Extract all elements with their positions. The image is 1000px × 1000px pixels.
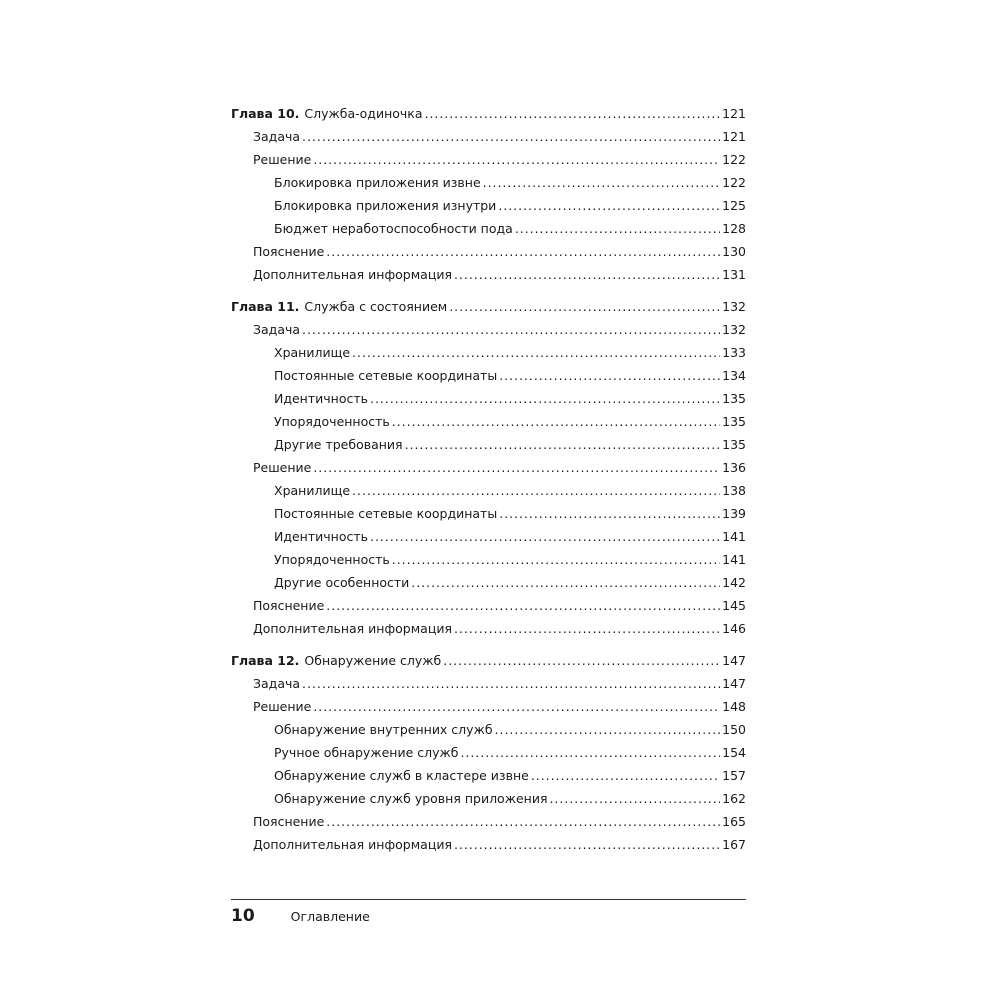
dot-leader [326,594,720,617]
dot-leader [392,548,720,571]
dot-leader [302,318,720,341]
toc-entry-title: Блокировка приложения изнутри [274,198,497,213]
toc-entry-title: Обнаружение служб уровня приложения [274,791,548,806]
toc-chapter-heading [231,649,746,672]
toc-entry [231,171,746,194]
toc-page-number: 128 [722,221,746,236]
dot-leader [515,217,720,240]
toc-chapter-number: Глава 11. [231,299,300,314]
toc-page-number: 141 [722,552,746,567]
dot-leader [454,833,720,856]
toc-entry [231,410,746,433]
toc-entry-title: Задача [253,322,301,337]
toc-entry-title: Хранилище [274,345,351,360]
toc-entry-title: Решение [253,699,312,714]
toc-entry-title: Служба-одиночка [304,106,423,121]
toc-entry-title: Служба с состоянием [304,299,448,314]
toc-entry [231,433,746,456]
toc-chapter [231,295,746,640]
toc-entry [231,810,746,833]
toc-entry [231,341,746,364]
toc-page-number: 133 [722,345,746,360]
toc-page-number: 145 [722,598,746,613]
toc-page-number: 148 [722,699,746,714]
toc-entry [231,594,746,617]
toc-page-number: 131 [722,267,746,282]
dot-leader [313,148,720,171]
toc-entry [231,695,746,718]
toc-page-number: 134 [722,368,746,383]
toc-entry [231,217,746,240]
toc-page-number: 135 [722,391,746,406]
toc-entry-title: Пояснение [253,814,325,829]
toc-entry [231,125,746,148]
toc-page-number: 130 [722,244,746,259]
toc-entry [231,318,746,341]
toc-entry-title: Постоянные сетевые координаты [274,368,498,383]
footer-page-number: 10 [231,906,255,926]
dot-leader [313,695,720,718]
toc-entry [231,617,746,640]
toc-entry [231,548,746,571]
toc-entry [231,741,746,764]
toc-page-number: 135 [722,437,746,452]
toc-page-number: 135 [722,414,746,429]
toc-entry-title: Идентичность [274,529,368,544]
dot-leader [549,787,720,810]
toc-chapter [231,102,746,286]
toc-entry [231,502,746,525]
toc-entry-title: Решение [253,460,312,475]
footer-running-title: Оглавление [290,909,370,924]
dot-leader [499,502,720,525]
toc-entry-title: Блокировка приложения извне [274,175,481,190]
dot-leader [454,617,720,640]
toc-page-number: 146 [722,621,746,636]
toc-entry-title: Обнаружение внутренних служб [274,722,493,737]
toc-entry [231,672,746,695]
toc-chapter-heading [231,295,746,318]
toc-page-number: 147 [722,676,746,691]
toc-page-number: 132 [722,322,746,337]
toc-entry-title: Пояснение [253,598,325,613]
toc-page-number: 141 [722,529,746,544]
toc-entry-title: Дополнительная информация [253,621,452,636]
toc-entry-title: Задача [253,676,301,691]
toc-entry [231,833,746,856]
toc-entry-title: Задача [253,129,301,144]
footer-divider [231,899,746,900]
toc-chapter [231,649,746,856]
toc-entry [231,263,746,286]
toc-entry-title: Обнаружение служб в кластере извне [274,768,529,783]
toc-page-number: 122 [722,175,746,190]
dot-leader [483,171,721,194]
toc-entry-title: Бюджет неработоспособности пода [274,221,513,236]
toc-entry-title: Хранилище [274,483,351,498]
dot-leader [411,571,720,594]
toc-page-number: 147 [722,653,746,668]
toc-chapter-number: Глава 12. [231,653,300,668]
dot-leader [454,263,720,286]
dot-leader [302,672,720,695]
dot-leader [352,341,720,364]
toc-page-number: 132 [722,299,746,314]
toc-entry-title: Идентичность [274,391,368,406]
dot-leader [443,649,720,672]
toc-entry [231,387,746,410]
toc-entry-title: Ручное обнаружение служб [274,745,459,760]
toc-entry-title: Другие требования [274,437,403,452]
toc-page-number: 162 [722,791,746,806]
toc-page-number: 142 [722,575,746,590]
toc-entry [231,479,746,502]
toc-entry [231,240,746,263]
toc-entry [231,718,746,741]
toc-entry [231,194,746,217]
dot-leader [352,479,720,502]
toc-page-number: 122 [722,152,746,167]
toc-entry [231,364,746,387]
toc-entry [231,148,746,171]
toc-page-number: 154 [722,745,746,760]
dot-leader [495,718,721,741]
toc-entry-title: Постоянные сетевые координаты [274,506,498,521]
toc-page-number: 150 [722,722,746,737]
toc-entry [231,571,746,594]
toc-page-number: 157 [722,768,746,783]
toc-page-number: 167 [722,837,746,852]
toc-entry-title: Пояснение [253,244,325,259]
dot-leader [405,433,721,456]
dot-leader [313,456,720,479]
toc-entry-title: Упорядоченность [274,414,390,429]
page-footer [231,906,370,926]
dot-leader [499,364,720,387]
dot-leader [531,764,720,787]
table-of-contents [231,102,746,865]
toc-entry-title: Обнаружение служб [304,653,442,668]
dot-leader [326,240,720,263]
dot-leader [302,125,720,148]
toc-page-number: 125 [722,198,746,213]
dot-leader [498,194,720,217]
dot-leader [370,387,720,410]
toc-entry-title: Дополнительная информация [253,837,452,852]
toc-page-number: 138 [722,483,746,498]
dot-leader [449,295,720,318]
dot-leader [326,810,720,833]
toc-chapter-number: Глава 10. [231,106,300,121]
toc-page-number: 165 [722,814,746,829]
toc-page-number: 121 [722,129,746,144]
toc-entry [231,787,746,810]
toc-page-number: 121 [722,106,746,121]
dot-leader [370,525,720,548]
dot-leader [460,741,720,764]
dot-leader [425,102,721,125]
toc-entry [231,764,746,787]
dot-leader [392,410,720,433]
toc-page-number: 136 [722,460,746,475]
toc-entry-title: Решение [253,152,312,167]
toc-entry-title: Дополнительная информация [253,267,452,282]
toc-entry [231,456,746,479]
toc-entry-title: Другие особенности [274,575,410,590]
toc-entry [231,525,746,548]
toc-entry-title: Упорядоченность [274,552,390,567]
toc-page-number: 139 [722,506,746,521]
toc-chapter-heading [231,102,746,125]
